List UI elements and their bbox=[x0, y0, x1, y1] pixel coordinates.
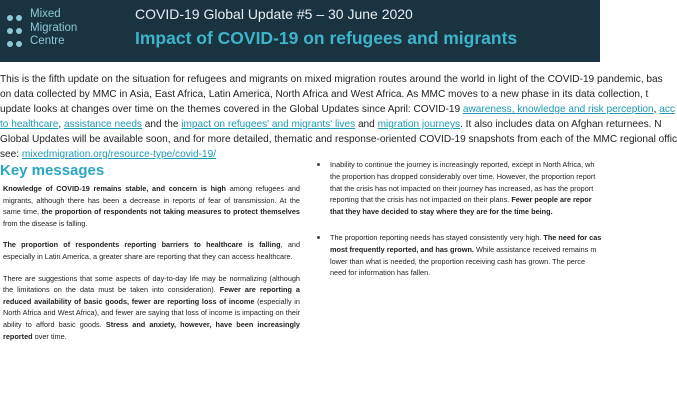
intro-line: see: mixedmigration.org/resource-type/covid-19/ bbox=[0, 149, 216, 160]
logo-wordmark: Mixed Migration Centre bbox=[30, 8, 78, 47]
bullet-dot-icon bbox=[317, 236, 320, 239]
intro-paragraph bbox=[0, 72, 677, 162]
intro-line: on data collected by MMC in Asia, East Africa, Latin America, North Africa and West Africa. As MMC moves to a new phase in its data collection, t bbox=[0, 89, 649, 100]
link-assistance-needs[interactable]: assistance needs bbox=[63, 119, 142, 130]
left-column bbox=[3, 183, 300, 352]
intro-line: update looks at changes over time on the themes covered in the Global Updates since April: COVID-19 awareness, knowledge and risk perception, acc bbox=[0, 104, 675, 115]
link-impact-lives[interactable]: impact on refugees' and migrants' lives bbox=[181, 119, 356, 130]
link-access[interactable]: acc bbox=[659, 104, 675, 115]
link-covid-resources[interactable]: mixedmigration.org/resource-type/covid-19/ bbox=[21, 149, 216, 160]
key-message-knowledge: Knowledge of COVID-19 remains stable, and concern is high among refugees and migrants, although there has been a decrease in reports of fear of transmission. At the same time, the proportion of respondents not taking measures to protect themselves from the disease is falling. bbox=[3, 184, 300, 228]
intro-line: This is the fifth update on the situation for refugees and migrants on mixed migration routes around the world in light of the COVID-19 pandemic, bas bbox=[0, 74, 663, 85]
page-title: Impact of COVID-19 on refugees and migrants bbox=[135, 28, 518, 48]
link-awareness[interactable]: awareness, knowledge and risk perception bbox=[462, 104, 654, 115]
bullet-journey: Inability to continue the journey is increasingly reported, except in North Africa, wh the proportion has dropped considerably over time. However, the proportion report that the crisis has not impacted on their journey has increased, as has the proport reporting that the crisis has not impacted on their plans. Fewer people are repor that they have decided to stay where they are for the time being. bbox=[316, 159, 616, 218]
intro-line: to healthcare, assistance needs and the impact on refugees' and migrants' lives and migration journeys. It also includes data on Afghan returnees. N bbox=[0, 119, 662, 130]
key-messages-heading: Key messages bbox=[0, 162, 105, 179]
mmc-logo[interactable] bbox=[4, 6, 114, 58]
update-subtitle: COVID-19 Global Update #5 – 30 June 2020 bbox=[135, 6, 413, 22]
right-column bbox=[316, 159, 616, 293]
link-healthcare[interactable]: to healthcare bbox=[0, 119, 59, 130]
key-message-healthcare: The proportion of respondents reporting barriers to healthcare is falling, and especially in Latin America, a greater share are reporting that they can access healthcare. bbox=[3, 240, 301, 261]
mmc-logo-mark-icon bbox=[4, 12, 26, 52]
intro-line: Global Updates will be available soon, and for more detailed, thematic and response-oriented COVID-19 snapshots from each of the MMC regional offic bbox=[0, 134, 677, 145]
link-migration-journeys[interactable]: migration journeys bbox=[377, 119, 461, 130]
bullet-dot-icon bbox=[317, 163, 320, 166]
page-header bbox=[0, 0, 600, 62]
key-message-daily-life: There are suggestions that some aspects of day-to-day life may be normalizing (although the limitations on the data must be taken into consideration). Fewer are reporting a reduced availability of basic goods, fewer are reporting loss of income (especially in North Africa and West Africa), and fewer are saying that loss of income is impacting on their ability to afford basic goods. Stress and anxiety, however, have been increasingly reported over time. bbox=[3, 273, 300, 341]
bullet-needs: The proportion reporting needs has stayed consistently very high. The need for cas most frequently reported, and has grown. While assistance received remains m lower than what is needed, the proportion receiving cash has grown. The perce need for information has fallen. bbox=[316, 232, 616, 279]
